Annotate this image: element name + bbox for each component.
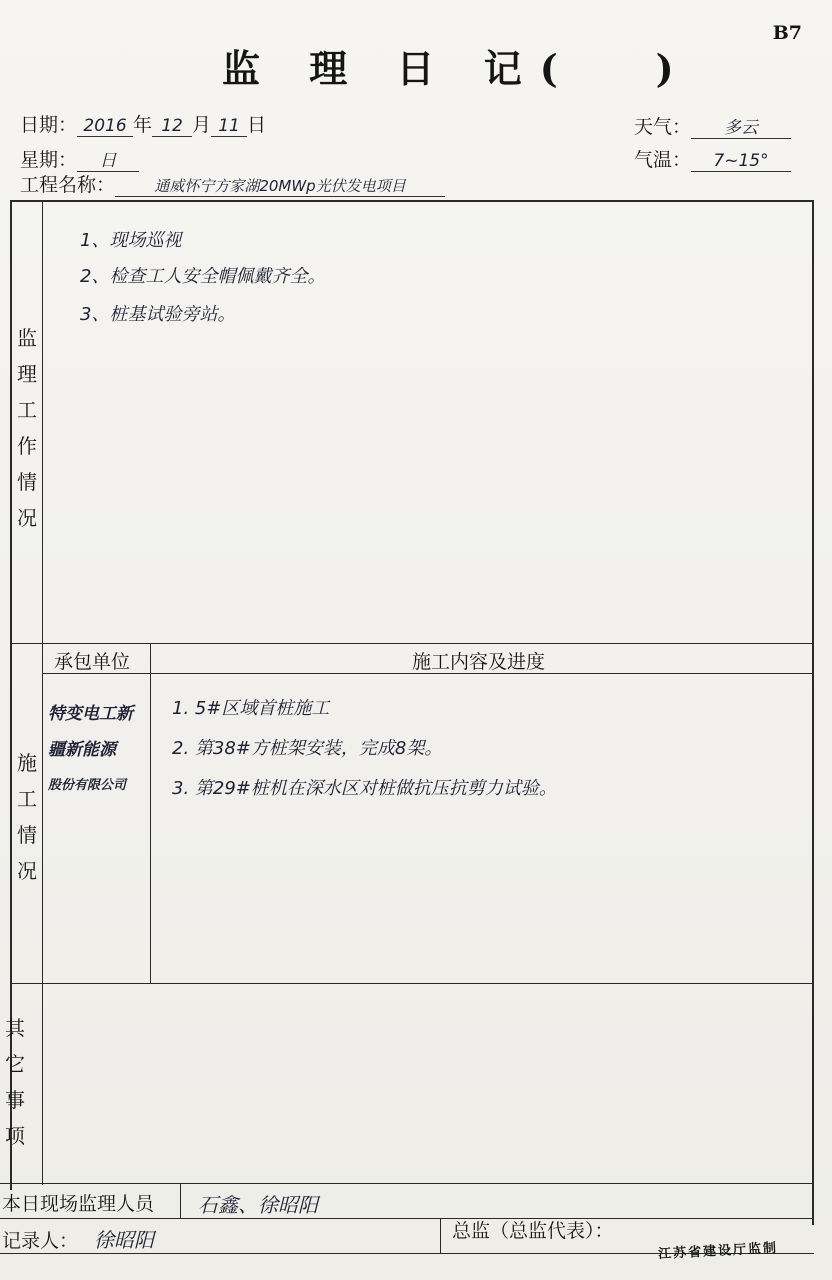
supervision-entry-2: 2、检查工人安全帽佩戴齐全。 [80,266,326,287]
label-column-divider [42,200,43,1185]
project-row [20,170,445,197]
project-label: 工程名称： [20,174,116,196]
title-close: ) [655,46,692,91]
title-text: 监 理 日 记( [222,46,576,91]
contractor-column-divider [150,643,151,983]
month-label: 月 [192,114,212,136]
staff-divider [180,1183,181,1218]
supervision-bottom-line [10,643,814,644]
date-label: 日期： [20,114,78,136]
supervision-entry-3: 3、桩基试验旁站。 [80,304,236,325]
form-code: B7 [772,22,802,44]
page-title [222,38,692,93]
table-right-border [812,200,814,1225]
staff-bottom-line [0,1218,814,1219]
date-day: 11 [211,116,247,137]
week-value: 日 [77,151,139,172]
construction-entry-2: 2. 第38#方桩架安装，完成8架。 [172,738,443,759]
week-label: 星期： [20,149,78,171]
date-month: 12 [152,116,192,137]
staff-value: 石鑫、徐昭阳 [198,1193,318,1217]
contractor-value: 特变电工新 疆新能源 股份有限公司 [48,704,133,793]
chief-supervisor-label: 总监（总监代表）： [452,1220,614,1242]
other-label: 其 它 事 项 [5,1016,25,1148]
contractor-header: 承包单位 [54,651,131,673]
construction-label: 施 工 情 况 [17,751,37,883]
supervision-entry-1: 1、现场巡视 [80,230,182,251]
project-value: 通威怀宁方家湖20MWp光伏发电项目 [115,176,445,197]
construction-entry-1: 1. 5#区域首桩施工 [172,698,330,719]
weather-value: 多云 [691,118,791,139]
year-label: 年 [133,114,153,136]
recorder-divider [440,1218,441,1253]
day-label: 日 [247,114,267,136]
other-bottom-line [0,1183,814,1184]
weather-label: 天气： [634,116,692,138]
supervision-label: 监 理 工 作 情 况 [17,326,37,530]
construction-bottom-line [10,983,814,984]
temperature-value: 7~15° [691,151,791,172]
temperature-label: 气温： [634,149,692,171]
date-year: 2016 [77,116,133,137]
recorder-value: 徐昭阳 [94,1228,154,1252]
content-header: 施工内容及进度 [412,651,546,673]
issuer-stamp: 江苏省建设厅监制 [657,1240,779,1263]
staff-label: 本日现场监理人员 [2,1193,155,1215]
week-row [20,145,139,172]
weather-row [634,112,791,139]
temperature-row [634,145,791,172]
table-top-border [10,200,814,202]
construction-entry-3: 3. 第29#桩机在深水区对桩做抗压抗剪力试验。 [172,778,557,799]
date-row [20,110,266,137]
recorder-label: 记录人： [2,1230,79,1252]
